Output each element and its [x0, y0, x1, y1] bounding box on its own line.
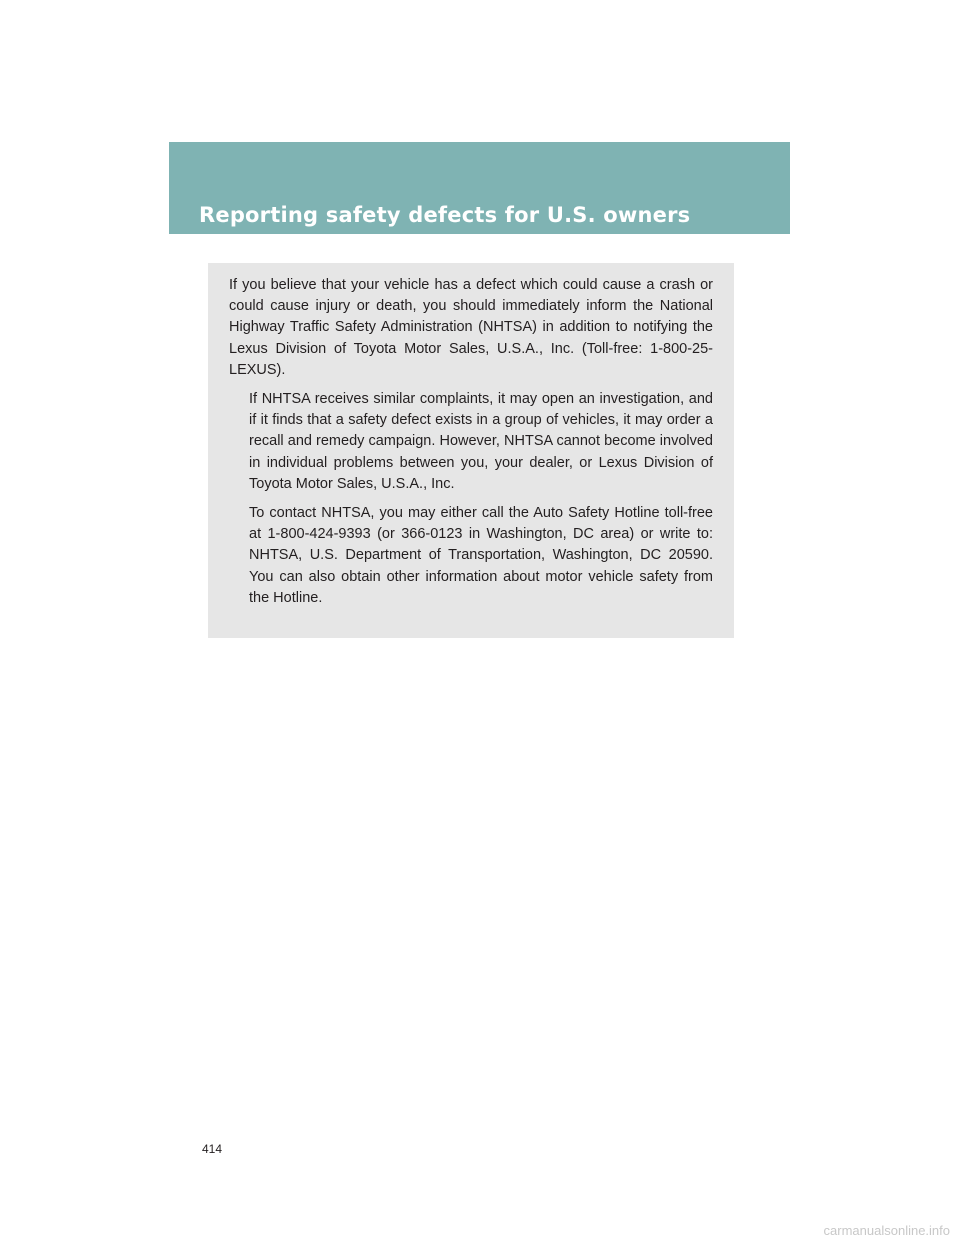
safety-notice-box [208, 263, 734, 638]
page-number: 414 [202, 1142, 223, 1156]
notice-investigation-paragraph: If NHTSA receives similar complaints, it may open an investigation, and if it finds that a safety defect exists in a group of vehicles, it may order a recall and remedy campaign. However, NHTSA cannot become involved in individual problems between you, your dealer, or Lexus Division of Toyota Motor Sales, U.S.A., Inc. [249, 391, 713, 492]
section-title: Reporting safety defects for U.S. owners [199, 203, 691, 227]
notice-contact-paragraph: To contact NHTSA, you may either call the Auto Safety Hotline toll-free at 1-800-424-9393 (or 366-0123 in Washington, DC area) or write to: NHTSA, U.S. Department of Transportation, Washington, DC 20590. You can also obtain other information about motor vehicle safety from the Hotline. [249, 505, 713, 606]
section-header-band [169, 142, 790, 234]
site-watermark: carmanualsonline.info [823, 1223, 950, 1238]
notice-intro-paragraph: If you believe that your vehicle has a defect which could cause a crash or could cause injury or death, you should immediately inform the National Highway Traffic Safety Administration (NHTSA) in addition to notifying the Lexus Division of Toyota Motor Sales, U.S.A., Inc. (Toll-free: 1-800-25-LEXUS). [229, 277, 713, 378]
